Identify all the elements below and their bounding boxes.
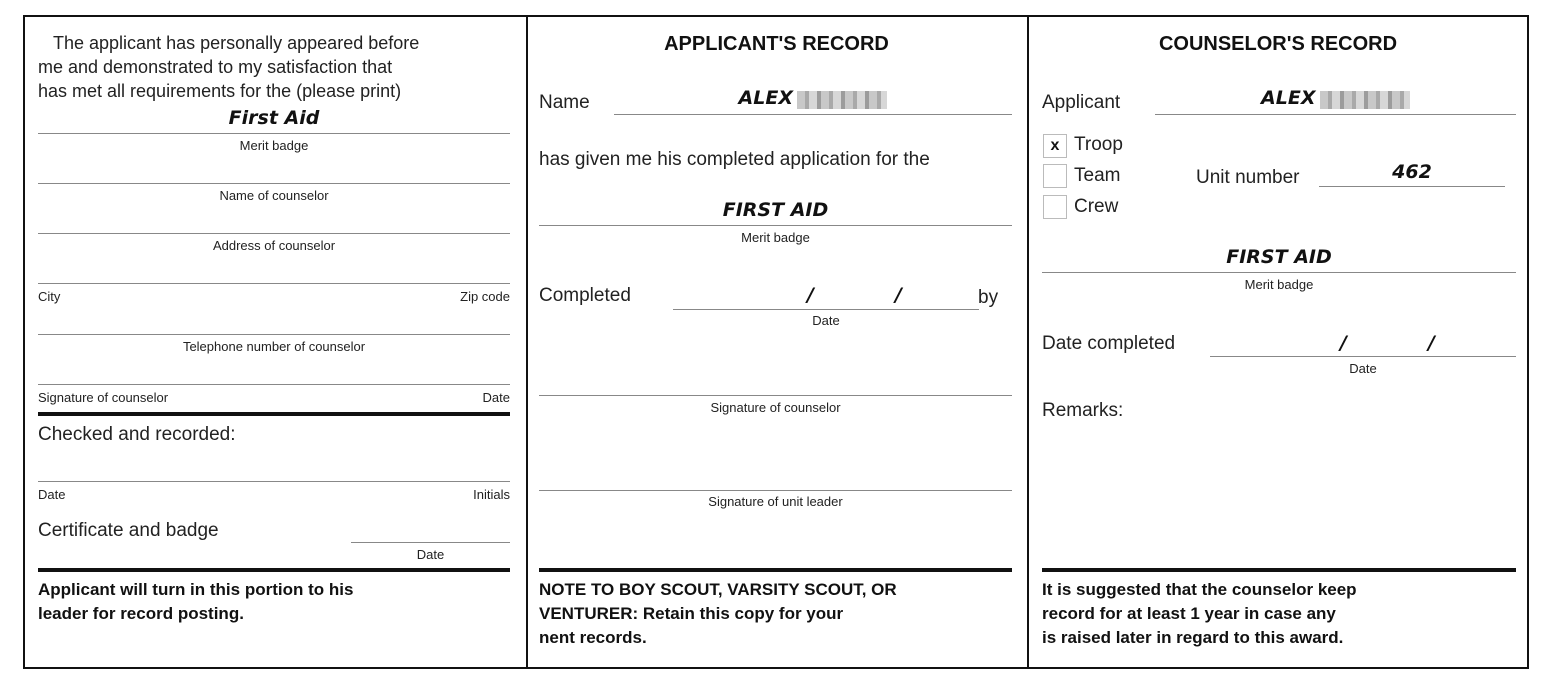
date-slash-1: / xyxy=(807,284,814,306)
unit-number-label: Unit number xyxy=(1196,167,1300,188)
name-field[interactable] xyxy=(614,87,1012,109)
checked-recorded-label: Checked and recorded: xyxy=(38,424,236,445)
date-completed-field[interactable] xyxy=(1210,356,1516,357)
footer-note-line-2: leader for record posting. xyxy=(38,604,244,623)
footer-divider xyxy=(38,568,510,572)
checked-date-field[interactable] xyxy=(38,481,510,482)
footer-divider xyxy=(539,568,1012,572)
team-checkbox[interactable] xyxy=(1043,164,1067,188)
footer-note-line-1: It is suggested that the counselor keep xyxy=(1042,580,1357,599)
footer-note-line-1: Applicant will turn in this portion to his xyxy=(38,580,354,599)
city-label: City xyxy=(38,289,61,304)
unit-leader-signature-field[interactable] xyxy=(539,490,1012,491)
remarks-label: Remarks: xyxy=(1042,400,1124,421)
merit-badge-label: Merit badge xyxy=(741,230,810,245)
completed-date-field[interactable] xyxy=(673,309,979,310)
date-slash-1: / xyxy=(1340,332,1347,354)
phone-field[interactable] xyxy=(38,334,510,335)
date-slash-2: / xyxy=(1428,332,1435,354)
footer-note-line-2: record for at least 1 year in case any xyxy=(1042,604,1336,623)
given-application-text: has given me his completed application for the xyxy=(539,149,930,170)
completed-label: Completed xyxy=(539,285,631,306)
applicant-underline xyxy=(1155,114,1516,115)
footer-divider xyxy=(1042,568,1516,572)
footer-note-line-2: VENTURER: Retain this copy for your xyxy=(539,604,844,623)
date-slash-2: / xyxy=(895,284,902,306)
certificate-badge-label: Certificate and badge xyxy=(38,520,219,541)
applicant-value: ALEX xyxy=(1261,87,1316,109)
divider xyxy=(38,412,510,416)
applicants-record-panel xyxy=(526,17,1027,667)
footer-note-line-1: NOTE TO BOY SCOUT, VARSITY SCOUT, OR xyxy=(539,580,897,599)
merit-badge-field[interactable]: FIRST AID xyxy=(722,199,829,221)
crew-checkbox[interactable] xyxy=(1043,195,1067,219)
zip-code-label: Zip code xyxy=(460,289,510,304)
footer-note-line-3: nent records. xyxy=(539,628,647,647)
troop-checkbox[interactable]: x xyxy=(1043,134,1067,158)
applicant-field[interactable] xyxy=(1155,87,1516,109)
date-completed-label: Date completed xyxy=(1042,333,1176,354)
applicant-panel xyxy=(25,17,526,667)
counselor-name-field[interactable] xyxy=(38,183,510,184)
redacted-surname xyxy=(797,91,887,109)
applicants-record-title: APPLICANT'S RECORD xyxy=(664,33,889,55)
statement-line-3: has met all requirements for the (please print) xyxy=(38,81,402,101)
crew-label: Crew xyxy=(1074,196,1119,217)
merit-badge-application-card xyxy=(23,15,1529,669)
initials-label: Initials xyxy=(473,487,510,502)
merit-badge-underline xyxy=(38,133,510,134)
troop-label: Troop xyxy=(1074,134,1123,155)
city-zip-field[interactable] xyxy=(38,283,510,284)
team-label: Team xyxy=(1074,165,1121,186)
counselor-signature-label: Signature of counselor xyxy=(710,400,841,415)
certificate-date-label: Date xyxy=(416,547,445,562)
statement-line-2: me and demonstrated to my satisfaction that xyxy=(38,57,393,77)
certificate-date-field[interactable] xyxy=(351,542,510,543)
merit-badge-field[interactable]: First Aid xyxy=(228,107,320,129)
unit-number-underline xyxy=(1319,186,1505,187)
name-underline xyxy=(614,114,1012,115)
counselor-address-field[interactable] xyxy=(38,233,510,234)
merit-badge-label: Merit badge xyxy=(239,138,309,153)
completed-date-label: Date xyxy=(812,313,840,328)
merit-badge-underline xyxy=(1042,272,1516,273)
date-completed-sublabel: Date xyxy=(1349,361,1377,376)
signature-field[interactable] xyxy=(38,384,510,385)
statement-line-1: The applicant has personally appeared before xyxy=(53,33,420,53)
name-value: ALEX xyxy=(738,87,793,109)
counselor-address-label: Address of counselor xyxy=(212,238,336,253)
counselor-name-label: Name of counselor xyxy=(219,188,329,203)
signature-label: Signature of counselor xyxy=(38,390,169,405)
remarks-area[interactable] xyxy=(1042,429,1516,559)
merit-badge-field[interactable]: FIRST AID xyxy=(1226,246,1332,268)
counselors-record-title: COUNSELOR'S RECORD xyxy=(1158,33,1398,55)
counselor-signature-field[interactable] xyxy=(539,395,1012,396)
signature-date-label: Date xyxy=(482,390,510,405)
redacted-surname xyxy=(1320,91,1410,109)
footer-note-line-3: is raised later in regard to this award. xyxy=(1042,628,1344,647)
name-label: Name xyxy=(539,92,590,113)
unit-number-field[interactable]: 462 xyxy=(1392,161,1432,183)
merit-badge-label: Merit badge xyxy=(1244,277,1314,292)
applicant-label: Applicant xyxy=(1042,92,1121,113)
checked-date-label: Date xyxy=(38,487,66,502)
phone-label: Telephone number of counselor xyxy=(182,339,366,354)
counselors-record-panel xyxy=(1027,17,1529,667)
unit-leader-signature-label: Signature of unit leader xyxy=(708,494,843,509)
merit-badge-underline xyxy=(539,225,1012,226)
by-label: by xyxy=(978,287,999,308)
